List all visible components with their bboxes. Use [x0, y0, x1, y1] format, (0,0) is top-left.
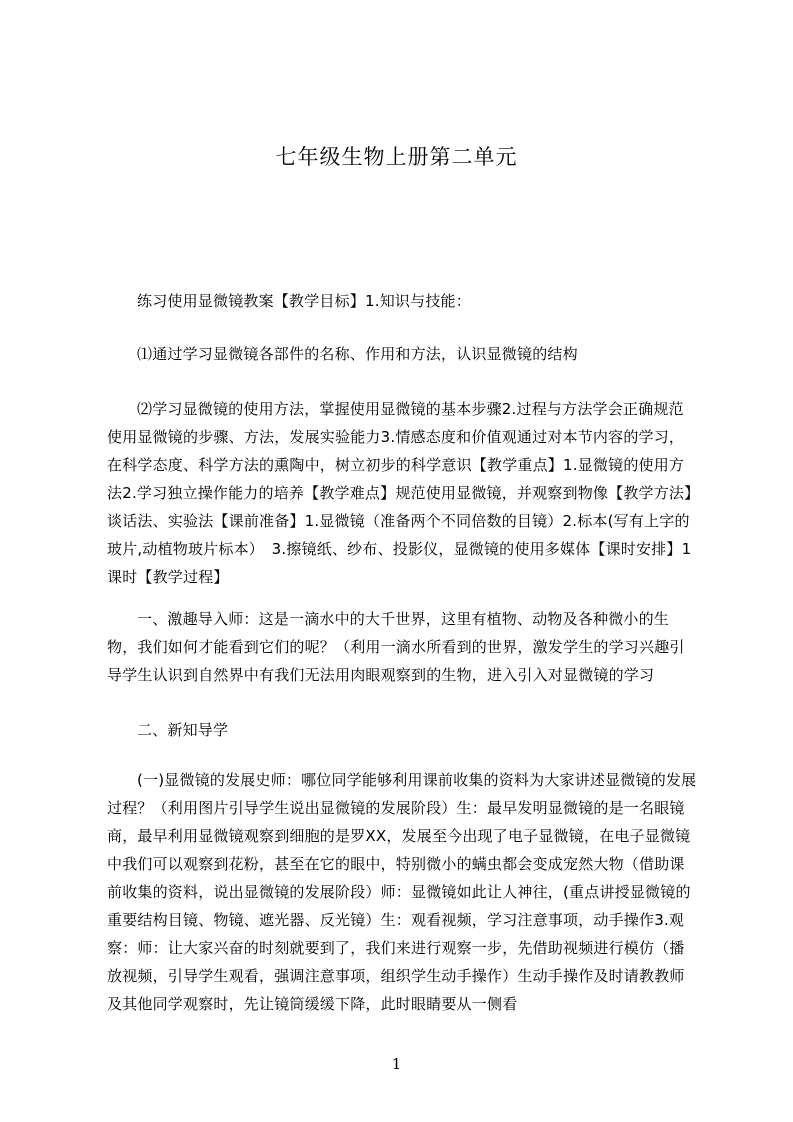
paragraph-structure: ⑴通过学习显微镜各部件的名称、作用和方法，认识显微镜的结构 — [137, 345, 578, 363]
paragraph-new-knowledge-heading: 二、新知导学 — [137, 721, 229, 739]
paragraph-teaching-goals: 练习使用显微镜教案【教学目标】1.知识与技能： — [137, 292, 471, 310]
document-title: 七年级生物上册第二单元 — [275, 145, 518, 169]
paragraph-usage-method: ⑵学习显微镜的使用方法，掌握使用显微镜的基本步骤2.过程与方法学会正确规范使用显微镜的步骤、方法，发展实验能力3.情感态度和价值观通过对本节内容的学习，在科学态度、科学方法的熏陶中，树立初步的科学意识【教学重点】1.显微镜的使用方法2.学习独立操作能力的培养【教学难点】规范使用显微镜，并观察到物像【教学方法】谈话法、实验法【课前准备】1.显微镜（准备两个不同倍数的目镜）2.标本(写有上字的玻片,动植物玻片标本） 3.擦镜纸、纱布、投影仪，显微镜的使用多媒体【课时安排】1课时【教学过程】 — [107, 400, 692, 586]
paragraph-microscope-history: (一)显微镜的发展史师：哪位同学能够利用课前收集的资料为大家讲述显微镜的发展过程？（利用图片引导学生说出显微镜的发展阶段）生：最早发明显微镜的是一名眼镜商，最早利用显微镜观察到细胞的是罗XX，发展至今出现了电子显微镜，在电子显微镜中我们可以观察到花粉，甚至在它的眼中，特别微小的螨虫都会变成宠然大物（借助课前收集的资料，说出显微镜的发展阶段）师：显微镜如此让人神往，(重点讲授显微镜的重要结构目镜、物镜、遮光器、反光镜）生：观看视频，学习注意事项，动手操作3.观察：师：让大家兴奋的时刻就要到了，我们来进行观察一步，先借助视频进行模仿（播放视频，引导学生观看，强调注意事项，组织学生动手操作）生动手操作及时请教教师及其他同学观察时，先让镜筒缓缓下降，此时眼睛要从一侧看 — [107, 771, 697, 1013]
page-number: 1 — [391, 1055, 402, 1073]
paragraph-introduction: 一、激趣导入师：这是一滴水中的大千世界，这里有植物、动物及各种微小的生物，我们如何才能看到它们的呢？（利用一滴水所看到的世界，激发学生的学习兴趣引导学生认识到自然界中有我们无法用肉眼观察到的生物，进入引入对显微镜的学习 — [107, 610, 685, 684]
